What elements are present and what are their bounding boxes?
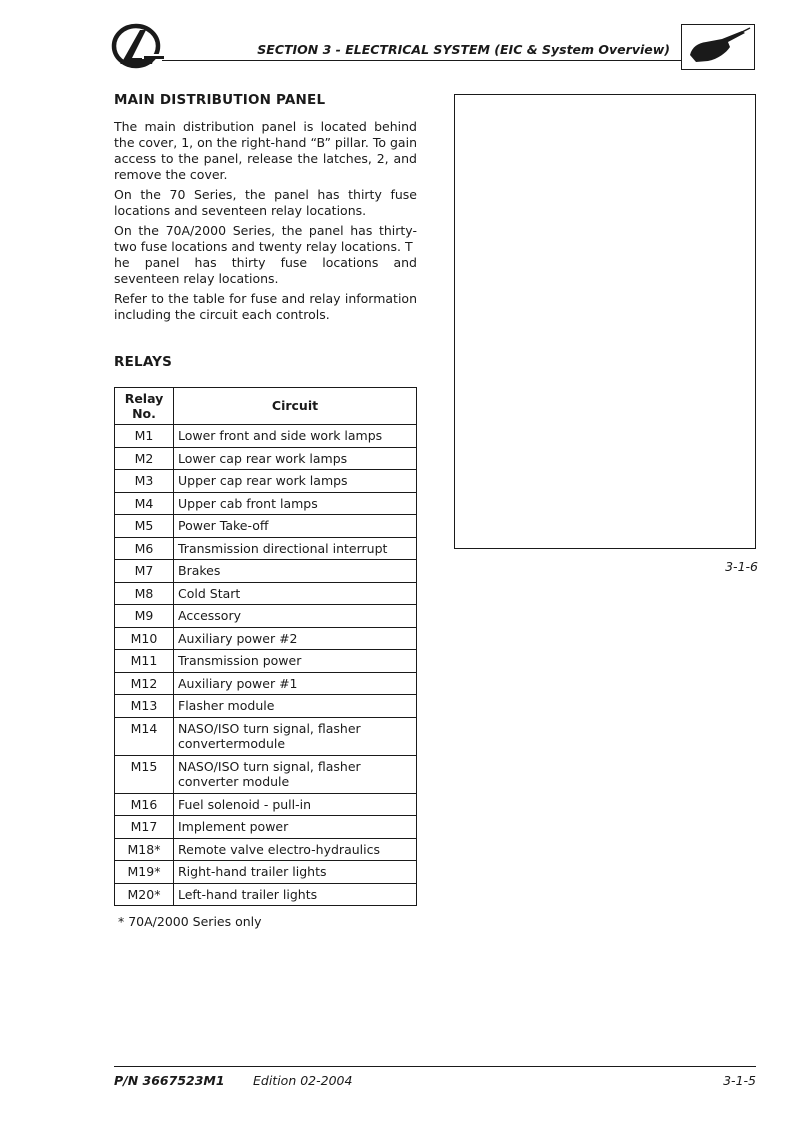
relay-table-body [115,425,417,906]
circuit-cell: Transmission directional interrupt [174,537,417,560]
table-row [115,695,417,718]
circuit-cell: NASO/ISO turn signal, flasher convertermodule [174,717,417,755]
circuit-cell: Transmission power [174,650,417,673]
table-row [115,650,417,673]
table-row [115,793,417,816]
relays-heading: RELAYS [114,354,173,370]
table-row [115,582,417,605]
relay-number-cell: M10 [115,627,174,650]
circuit-cell: Lower front and side work lamps [174,425,417,448]
paragraph: On the 70A/2000 Series, the panel has thirty-two fuse locations and twenty relay locations. T [114,223,417,254]
table-row [115,447,417,470]
table-row [115,492,417,515]
section-title: SECTION 3 - ELECTRICAL SYSTEM (EIC & System Overview) [257,42,670,57]
circuit-cell: Cold Start [174,582,417,605]
table-row [115,537,417,560]
relay-number-cell: M9 [115,605,174,628]
relay-number-cell: M11 [115,650,174,673]
brand-logo [108,18,168,74]
column-header-circuit: Circuit [174,388,417,425]
table-row [115,816,417,839]
circuit-cell: Power Take-off [174,515,417,538]
relay-number-cell: M16 [115,793,174,816]
circuit-cell: Fuel solenoid - pull-in [174,793,417,816]
table-row [115,883,417,906]
circuit-cell: Left-hand trailer lights [174,883,417,906]
circuit-cell: Implement power [174,816,417,839]
table-row [115,717,417,755]
circuit-cell: Upper cap rear work lamps [174,470,417,493]
circuit-cell: Accessory [174,605,417,628]
table-footnote: * 70A/2000 Series only [118,914,262,929]
table-row [115,425,417,448]
column-header-line: Relay [124,390,164,406]
main-panel-heading: MAIN DISTRIBUTION PANEL [114,92,326,108]
table-row [115,627,417,650]
table-row [115,755,417,793]
relay-number-cell: M18* [115,838,174,861]
relay-number-cell: M2 [115,447,174,470]
part-number: P/N 3667523M1 [114,1073,225,1088]
table-header-row [115,388,417,425]
circuit-cell: Remote valve electro-hydraulics [174,838,417,861]
relay-number-cell: M8 [115,582,174,605]
table-row [115,470,417,493]
circuit-cell: Auxiliary power #1 [174,672,417,695]
relay-number-cell: M3 [115,470,174,493]
header-rule [162,60,682,61]
relay-number-cell: M13 [115,695,174,718]
edition: Edition 02-2004 [253,1073,353,1088]
relay-number-cell: M6 [115,537,174,560]
relay-number-cell: M5 [115,515,174,538]
main-panel-body [114,119,417,327]
circuit-cell: Auxiliary power #2 [174,627,417,650]
table-row [115,861,417,884]
relay-number-cell: M15 [115,755,174,793]
column-header-relay-no [115,388,174,425]
relay-number-cell: M4 [115,492,174,515]
footer-rule [114,1066,756,1067]
circuit-cell: Flasher module [174,695,417,718]
table-row [115,560,417,583]
circuit-cell: NASO/ISO turn signal, flasher converter module [174,755,417,793]
table-row [115,515,417,538]
figure-frame [454,94,756,549]
table-row [115,838,417,861]
paragraph: On the 70 Series, the panel has thirty fuse locations and seventeen relay locations. [114,187,417,218]
relay-number-cell: M14 [115,717,174,755]
circuit-cell: Upper cab front lamps [174,492,417,515]
circuit-cell: Right-hand trailer lights [174,861,417,884]
paragraph: The main distribution panel is located behind the cover, 1, on the right-hand “B” pillar. To gain access to the panel, release the latches, 2, and remove the cover. [114,119,417,182]
relay-table [114,387,417,906]
relay-number-cell: M20* [115,883,174,906]
table-row [115,672,417,695]
section-icon-box [681,24,755,70]
relay-number-cell: M19* [115,861,174,884]
relay-number-cell: M1 [115,425,174,448]
figure-caption: 3-1-6 [725,559,758,574]
relay-number-cell: M17 [115,816,174,839]
circuit-cell: Brakes [174,560,417,583]
relay-number-cell: M12 [115,672,174,695]
circuit-cell: Lower cap rear work lamps [174,447,417,470]
page-number: 3-1-5 [723,1073,756,1088]
relay-number-cell: M7 [115,560,174,583]
paragraph: he panel has thirty fuse locations and seventeen relay locations. [114,255,417,286]
hand-pointing-icon [682,25,753,68]
paragraph: Refer to the table for fuse and relay information including the circuit each controls. [114,291,417,322]
table-row [115,605,417,628]
column-header-line: No. [132,406,156,421]
